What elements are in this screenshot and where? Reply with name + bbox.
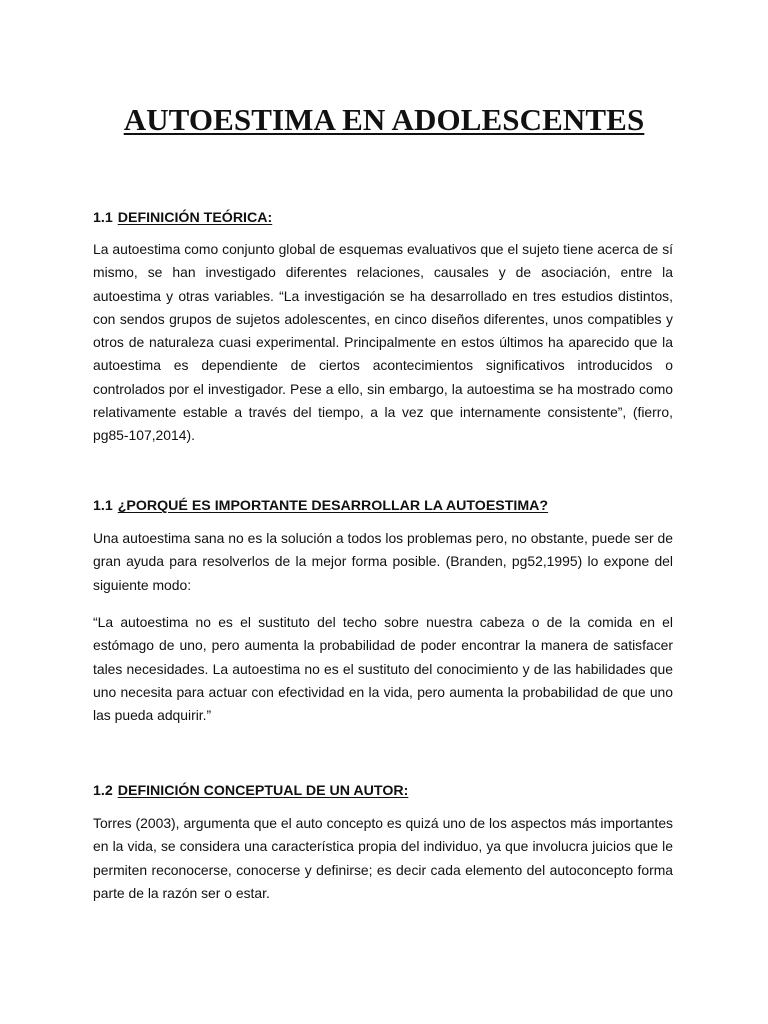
section-heading-label: ¿PORQUÉ ES IMPORTANTE DESARROLLAR LA AUTOESTIMA? (117, 498, 549, 514)
section-heading-importancia-autoestima (93, 496, 683, 516)
section-number: 1.2 (93, 783, 113, 799)
paragraph-autoestima-sana: Una autoestima sana no es la solución a todos los problemas pero, no obstante, puede ser de gran ayuda para resolverlos de la mejor forma posible. (Branden, pg52,1995) lo expone del siguiente modo: (93, 530, 673, 593)
paragraph-torres: Torres (2003), argumenta que el auto concepto es quizá uno de los aspectos más importantes en la vida, se considera una característica propia del individuo, ya que involucra juicios que le permiten reconocerse, conocerse y definirse; es decir cada elemento del autoconcepto forma parte de la razón ser o estar. (93, 815, 673, 901)
section-heading-definicion-conceptual (93, 781, 683, 801)
section-heading-label: DEFINICIÓN TEÓRICA: (117, 210, 273, 226)
section-heading-label: DEFINICIÓN CONCEPTUAL DE UN AUTOR: (117, 783, 409, 799)
section-number: 1.1 (93, 498, 113, 514)
paragraph-definicion-teorica: La autoestima como conjunto global de esquemas evaluativos que el sujeto tiene acerca de sí mismo, se han investigado diferentes relaciones, causales y de asociación, entre la autoestima y otras variables. “La investigación se ha desarrollado en tres estudios distintos, con sendos grupos de sujetos adolescentes, en cinco diseños diferentes, unos compatibles y otros de naturaleza cuasi experimental. Principalmente en estos últimos ha aparecido que la autoestima es dependiente de ciertos acontecimientos significativos introducidos o controlados por el investigador. Pese a ello, sin embargo, la autoestima se ha mostrado como relativamente estable a través del tiempo, a la vez que internamente consistente”, (fierro, pg85-107,2014). (93, 241, 673, 444)
document-title (0, 100, 768, 140)
section-heading-definicion-teorica (93, 208, 683, 228)
document-title-text: AUTOESTIMA EN ADOLESCENTES (123, 102, 645, 137)
section-number: 1.1 (93, 210, 113, 226)
quote-branden: “La autoestima no es el sustituto del techo sobre nuestra cabeza o de la comida en el estómago de uno, pero aumenta la probabilidad de poder encontrar la manera de satisfacer tales necesidades. La autoestima no es el sustituto del conocimiento y de las habilidades que uno necesita para actuar con efectividad en la vida, pero aumenta la probabilidad de que uno las pueda adquirir.” (93, 614, 673, 724)
